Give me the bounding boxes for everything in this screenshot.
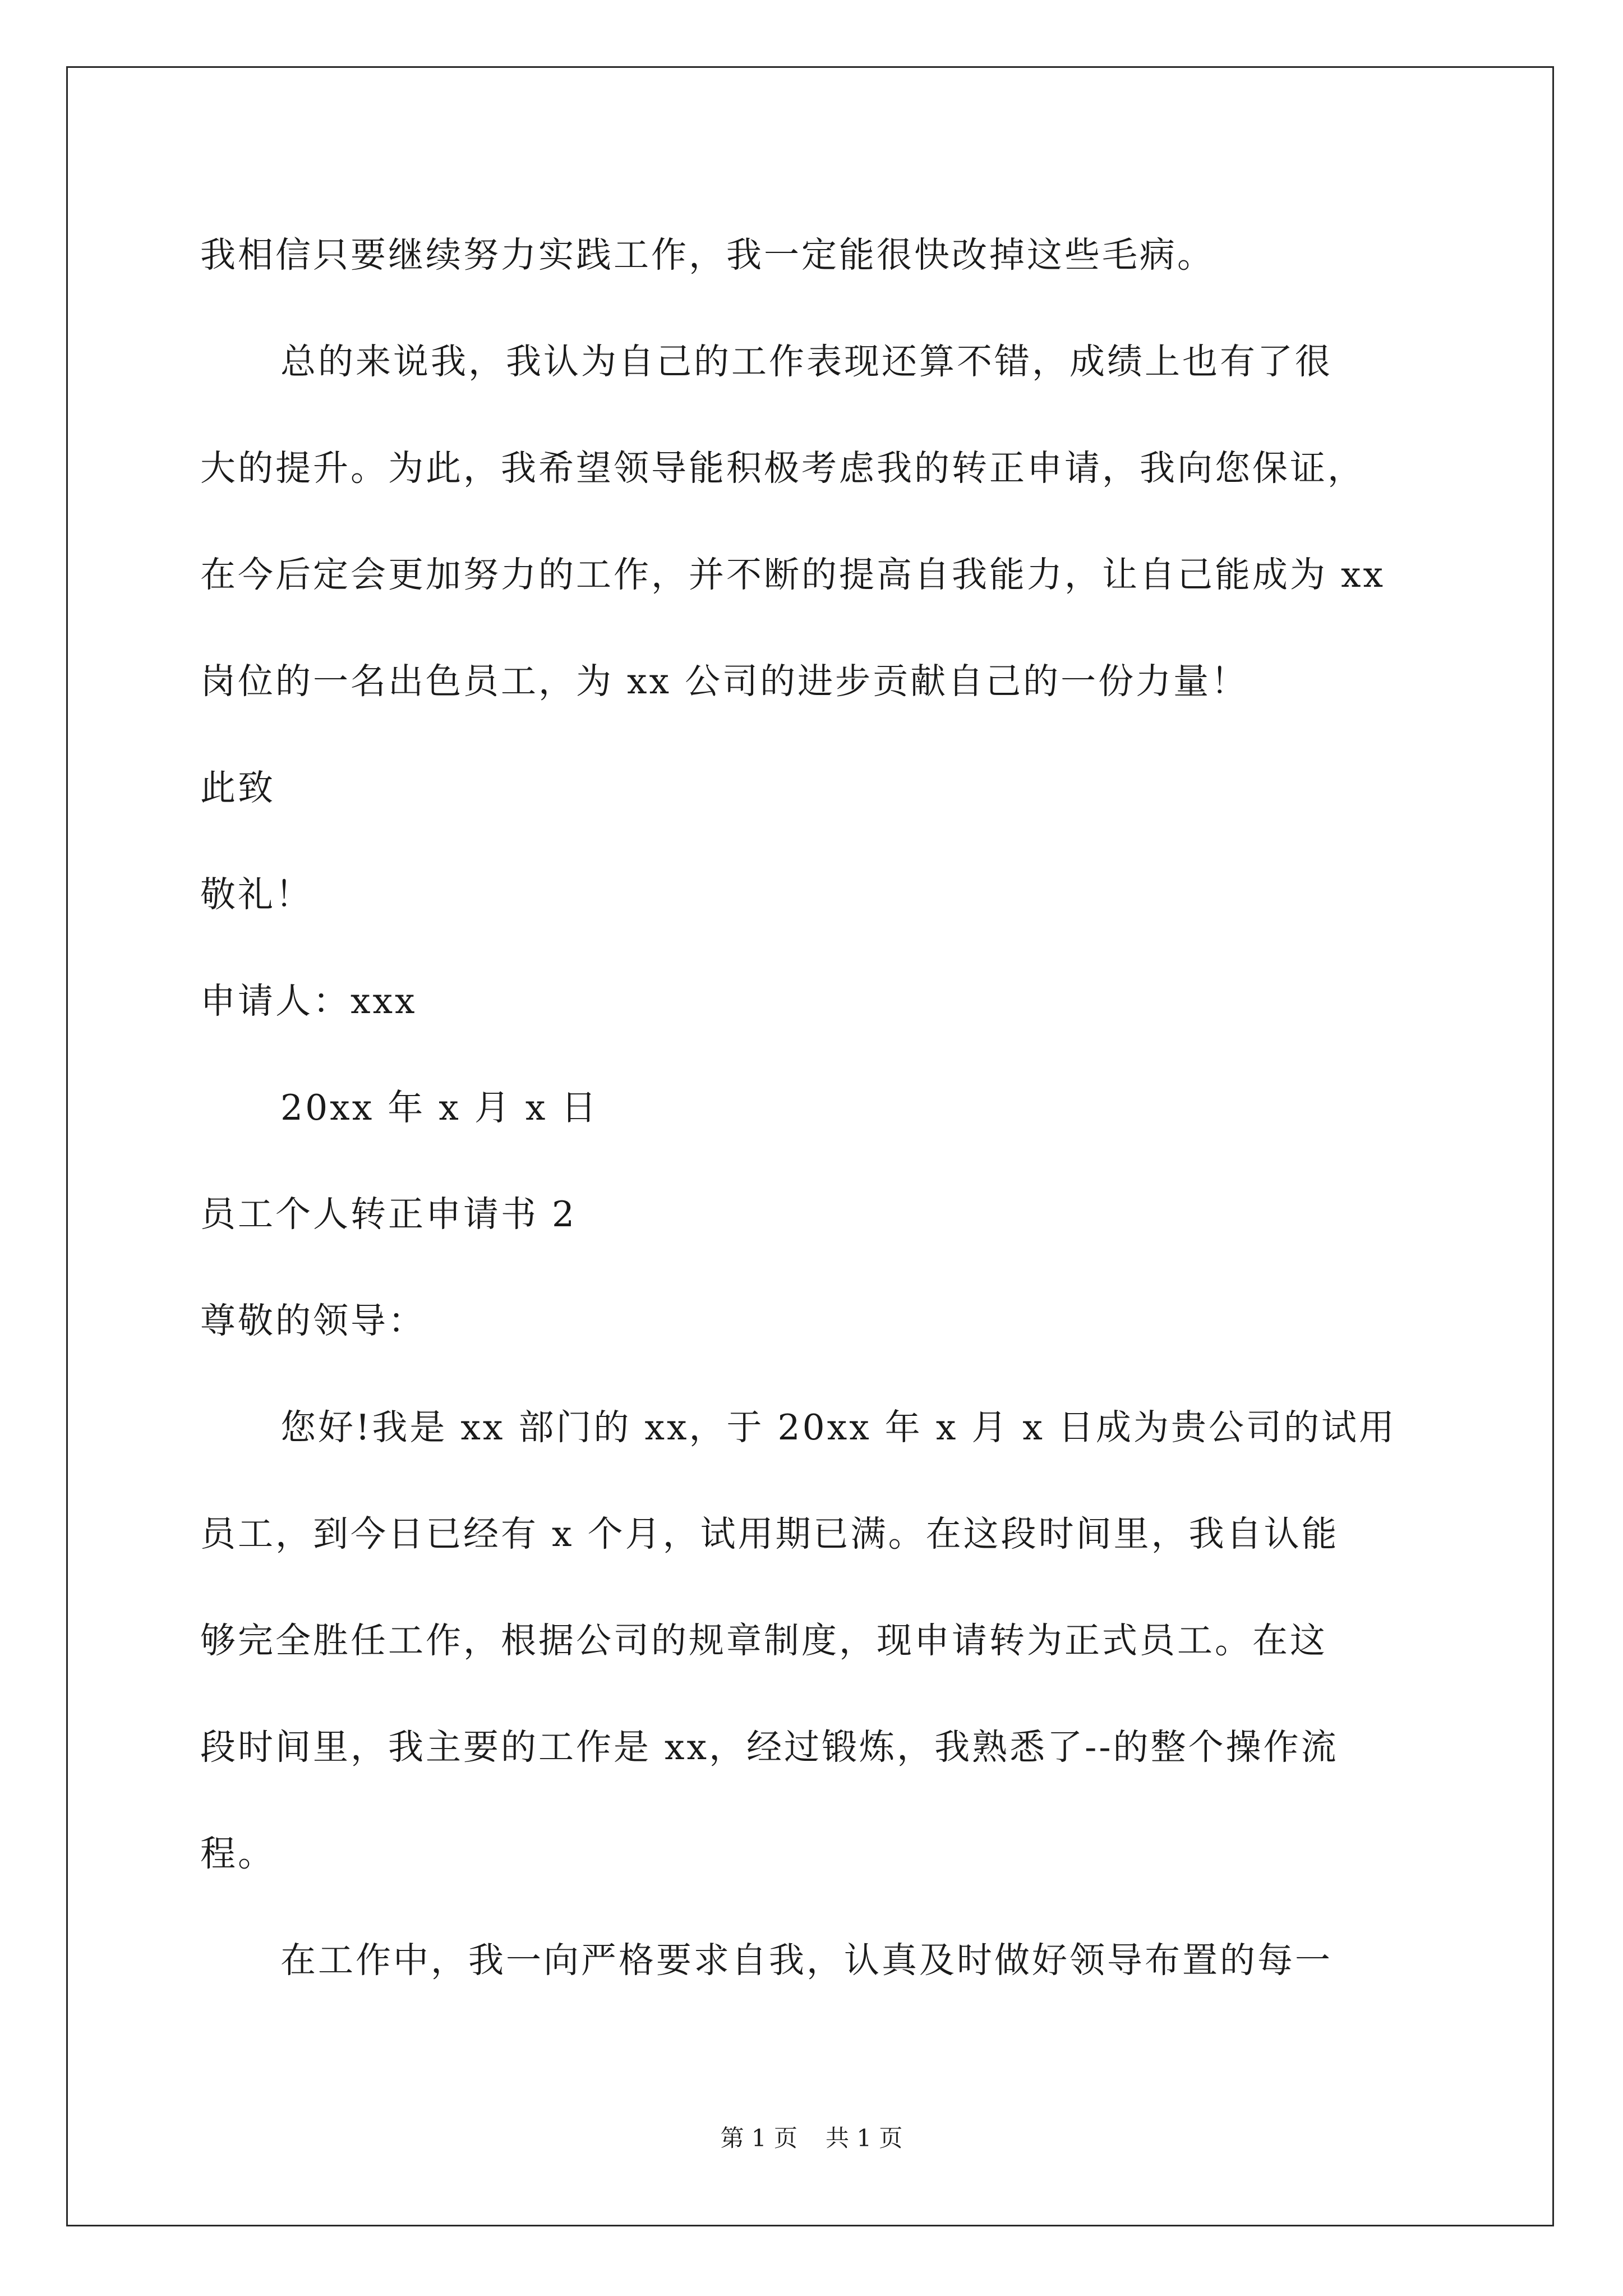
date-line: 20xx 年 x 月 x 日 bbox=[280, 1087, 599, 1128]
text-line: 您好!我是 xx 部门的 xx，于 20xx 年 x 月 x 日成为贵公司的试用 bbox=[280, 1407, 1396, 1448]
text-line: 程。 bbox=[200, 1833, 275, 1874]
text-line: 够完全胜任工作，根据公司的规章制度，现申请转为正式员工。在这 bbox=[200, 1620, 1327, 1661]
text-line: 我相信只要继续努力实践工作，我一定能很快改掉这些毛病。 bbox=[200, 234, 1215, 275]
section-title: 员工个人转正申请书 2 bbox=[200, 1194, 577, 1235]
text-line: 岗位的一名出色员工，为 xx 公司的进步贡献自己的一份力量！ bbox=[200, 661, 1249, 702]
page-footer bbox=[0, 2122, 1623, 2155]
closing-salutation: 此致 bbox=[200, 767, 275, 808]
page-frame bbox=[66, 66, 1554, 2226]
applicant-signature: 申请人：xxx bbox=[200, 981, 417, 1022]
text-line: 在工作中，我一向严格要求自我，认真及时做好领导布置的每一 bbox=[280, 1940, 1332, 1981]
greeting: 尊敬的领导： bbox=[200, 1300, 426, 1341]
text-line: 总的来说我，我认为自己的工作表现还算不错，成绩上也有了很 bbox=[280, 341, 1332, 382]
page-total: 共 1 页 bbox=[826, 2124, 903, 2152]
text-line: 在今后定会更加努力的工作，并不断的提高自我能力，让自己能成为 xx bbox=[200, 554, 1386, 595]
text-line: 员工，到今日已经有 x 个月，试用期已满。在这段时间里，我自认能 bbox=[200, 1513, 1339, 1554]
text-line: 大的提升。为此，我希望领导能积极考虑我的转正申请，我向您保证， bbox=[200, 448, 1365, 489]
page-number: 第 1 页 bbox=[720, 2124, 797, 2152]
text-line: 段时间里，我主要的工作是 xx，经过锻炼，我熟悉了--的整个操作流 bbox=[200, 1727, 1339, 1768]
closing-regards: 敬礼！ bbox=[200, 874, 313, 915]
